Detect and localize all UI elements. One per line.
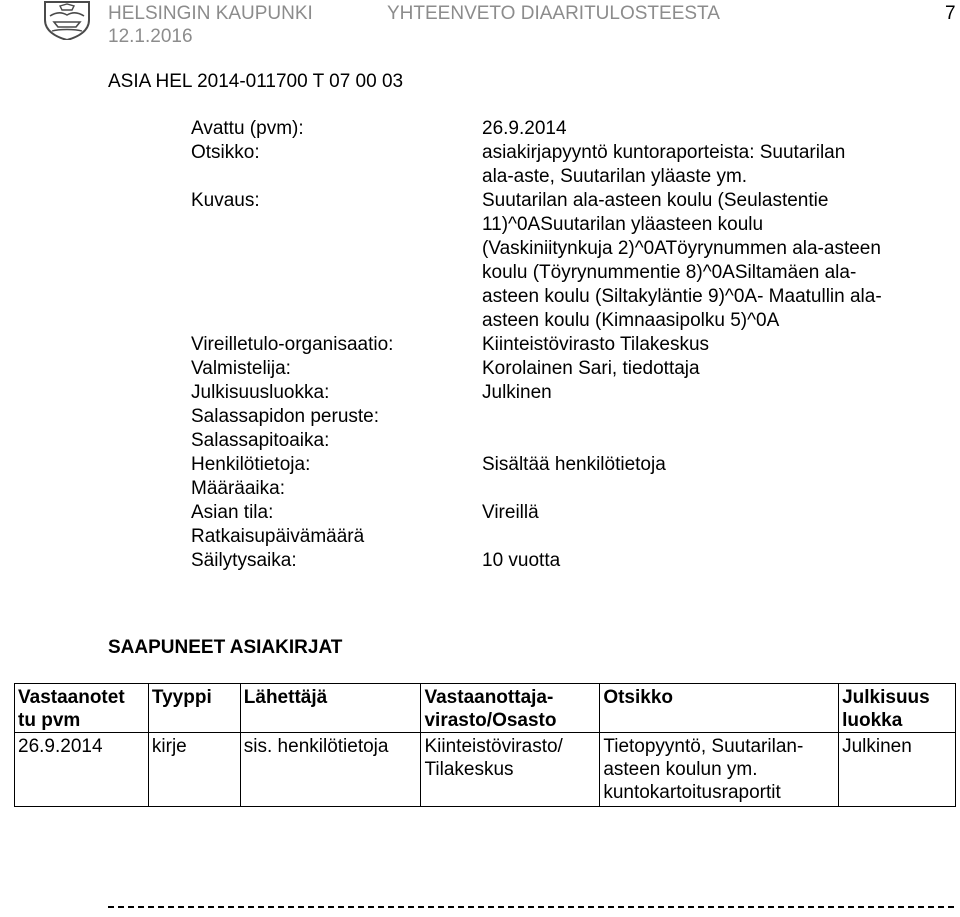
cell-type: kirje <box>148 733 240 807</box>
field-value: Vireillä <box>482 502 539 523</box>
cell-received-date: 26.9.2014 <box>15 733 149 807</box>
field-value: Sisältää henkilötietoja <box>482 454 666 475</box>
field-value: Suutarilan ala-asteen koulu (Seulastentie 11)^0ASuutarilan yläasteen koulu (Vaskiniitynkuja 2)^0ATöyrynummen ala-asteen koulu (Töyrynummentie 8)^0ASiltamäen ala-asteen koulu (Siltakyläntie 9)^0A- Maatullin ala-asteen koulu (Kimnaasipolku 5)^0A <box>482 190 882 331</box>
field-value: asiakirjapyyntö kuntoraporteista: Suutarilan ala-aste, Suutarilan yläaste ym. <box>482 142 846 187</box>
field-label: Avattu (pvm): <box>191 118 304 139</box>
field-row-personal-data <box>191 453 911 477</box>
field-value <box>482 525 882 549</box>
field-row-preparer <box>191 357 911 381</box>
field-row-deadline <box>191 477 911 501</box>
field-label: Otsikko: <box>191 142 260 163</box>
footer-dashed-rule <box>108 906 954 908</box>
received-documents-table <box>14 683 956 807</box>
field-label: Julkisuusluokka: <box>191 382 330 403</box>
field-value <box>482 429 882 453</box>
field-label: Kuvaus: <box>191 190 260 211</box>
field-row-title <box>191 141 911 189</box>
case-identifier: ASIA HEL 2014-011700 T 07 00 03 <box>108 71 404 92</box>
field-row-retention <box>191 549 911 573</box>
helsinki-coat-of-arms-icon <box>42 0 92 40</box>
field-label: Ratkaisupäivämäärä <box>191 526 365 547</box>
field-value: 10 vuotta <box>482 550 561 571</box>
table-header-row <box>15 684 956 733</box>
field-label: Salassapidon peruste: <box>191 406 380 427</box>
field-row-secrecy-period <box>191 429 911 453</box>
field-row-decision-date <box>191 525 911 549</box>
cell-recipient: Kiinteistövirasto/ Tilakeskus <box>421 733 600 807</box>
column-header-type: Tyyppi <box>148 684 240 733</box>
column-header-recipient: Vastaanottaja-virasto/Osasto <box>421 684 600 733</box>
field-value <box>482 477 882 501</box>
cell-title: Tietopyyntö, Suutarilan-asteen koulun ym. kuntokartoitusraportit <box>600 733 839 807</box>
table-row <box>15 733 956 807</box>
field-value: Kiinteistövirasto Tilakeskus <box>482 334 710 355</box>
case-fields <box>191 117 911 573</box>
field-row-secrecy-basis <box>191 405 911 429</box>
received-documents-title: SAAPUNEET ASIAKIRJAT <box>108 637 343 658</box>
page-header <box>0 0 960 50</box>
header-date: 12.1.2016 <box>108 26 193 47</box>
field-row-status <box>191 501 911 525</box>
field-value: Julkinen <box>482 382 552 403</box>
header-title: YHTEENVETO DIAARITULOSTEESTA <box>387 3 720 24</box>
field-row-publicity <box>191 381 911 405</box>
column-header-publicity: Julkisuus luokka <box>839 684 956 733</box>
column-header-sender: Lähettäjä <box>240 684 421 733</box>
cell-sender: sis. henkilötietoja <box>240 733 421 807</box>
field-row-opened <box>191 117 911 141</box>
field-row-description <box>191 189 911 333</box>
column-header-received-date: Vastaanotet tu pvm <box>15 684 149 733</box>
header-organization: HELSINGIN KAUPUNKI <box>108 3 313 24</box>
field-label: Valmistelija: <box>191 358 291 379</box>
field-label: Säilytysaika: <box>191 550 297 571</box>
header-page-number: 7 <box>945 3 956 24</box>
field-row-organization <box>191 333 911 357</box>
field-label: Henkilötietoja: <box>191 454 311 475</box>
field-label: Vireilletulo-organisaatio: <box>191 334 394 355</box>
field-label: Asian tila: <box>191 502 274 523</box>
field-label: Salassapitoaika: <box>191 430 330 451</box>
column-header-title: Otsikko <box>600 684 839 733</box>
field-value <box>482 405 882 429</box>
cell-publicity: Julkinen <box>839 733 956 807</box>
field-value: 26.9.2014 <box>482 118 567 139</box>
field-value: Korolainen Sari, tiedottaja <box>482 358 700 379</box>
field-label: Määräaika: <box>191 478 285 499</box>
